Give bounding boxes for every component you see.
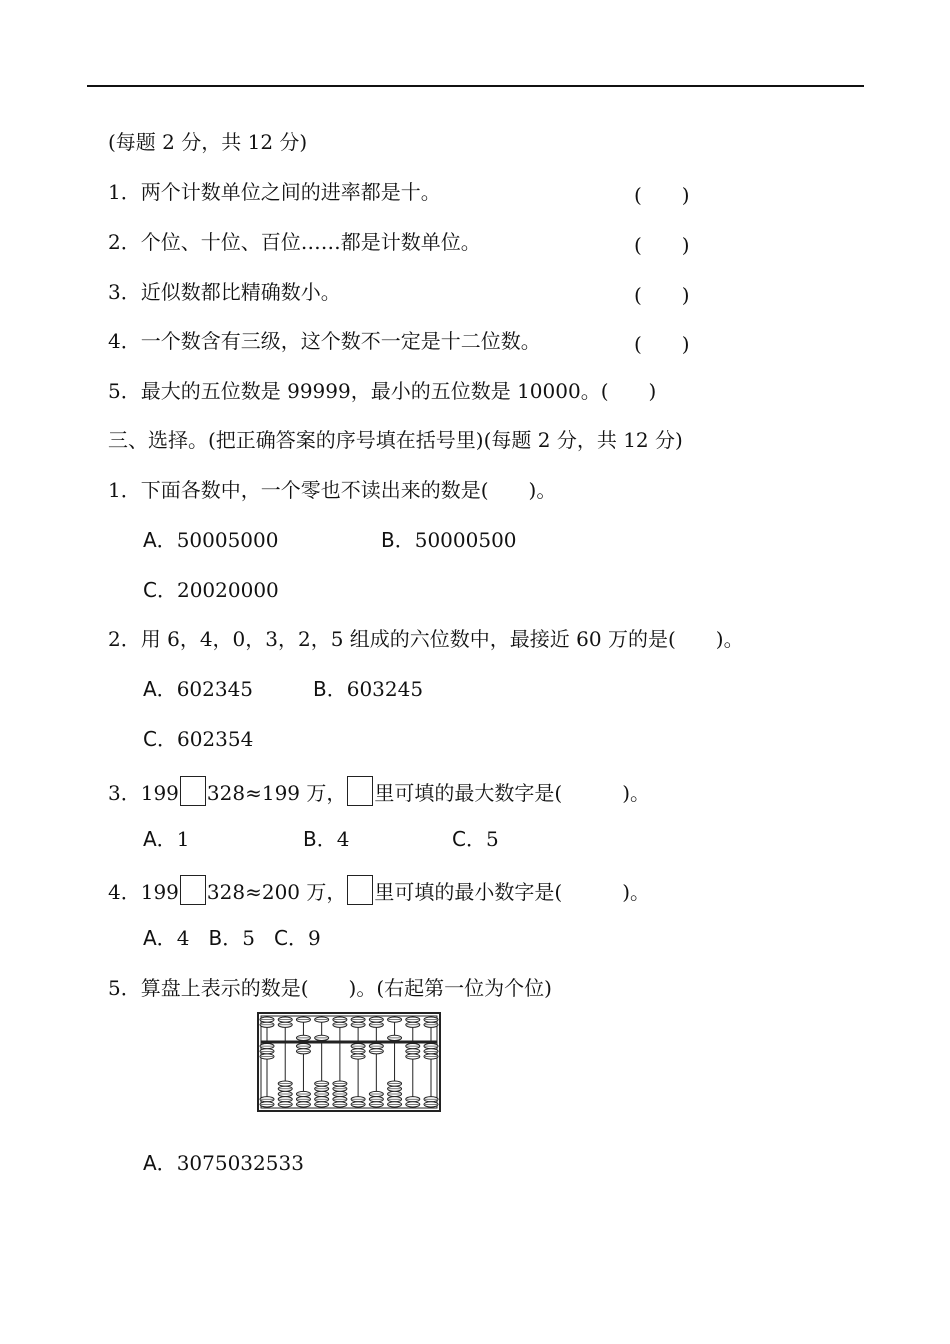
option-value: 3075032533 — [176, 1151, 304, 1175]
judge-item-number: 4． — [108, 329, 141, 353]
question-text-post: 328≈200 万， — [206, 880, 347, 904]
option-value: 20020000 — [176, 578, 279, 602]
option-a[interactable] — [143, 676, 253, 702]
question-number: 1． — [108, 478, 141, 502]
question-3 — [108, 776, 650, 806]
option-label: A． — [143, 677, 177, 701]
option-c[interactable] — [143, 726, 253, 752]
answer-blank[interactable]: ( ) — [600, 379, 657, 403]
option-label: C． — [274, 926, 309, 950]
judge-item-number: 3． — [108, 280, 141, 304]
question-2 — [108, 626, 744, 652]
question-text-pre: 199 — [140, 880, 179, 904]
option-value: 4 — [336, 827, 350, 851]
judge-item-number: 2． — [108, 230, 141, 254]
answer-box[interactable] — [180, 875, 206, 905]
option-c[interactable] — [452, 826, 499, 852]
option-value: 603245 — [346, 677, 424, 701]
answer-blank[interactable]: ( ) — [634, 283, 690, 307]
option-value: 4 — [176, 926, 190, 950]
option-value: 5 — [485, 827, 499, 851]
question-5 — [108, 975, 552, 1001]
option-label: C． — [143, 727, 177, 751]
judge-item-text: 一个数含有三级，这个数不一定是十二位数。 — [140, 329, 541, 353]
option-a[interactable] — [143, 1150, 304, 1176]
option-a[interactable] — [143, 926, 189, 950]
box-symbol — [347, 875, 373, 905]
answer-box[interactable] — [180, 776, 206, 806]
judge-item-3 — [108, 279, 341, 305]
option-a[interactable] — [143, 826, 189, 852]
question-text: 用 6，4，0，3，2，5 组成的六位数中，最接近 60 万的是( )。 — [140, 627, 744, 651]
judge-item-text: 两个计数单位之间的进率都是十。 — [140, 180, 441, 204]
answer-blank[interactable]: ( ) — [634, 233, 690, 257]
section-header: (每题 2 分，共 12 分) — [108, 130, 308, 154]
option-b[interactable] — [381, 527, 517, 553]
answer-blank[interactable]: ( ) — [634, 183, 690, 207]
option-label: B． — [208, 926, 243, 950]
header-rule — [87, 85, 864, 87]
question-4 — [108, 875, 650, 905]
option-label: A． — [143, 926, 177, 950]
options-row — [143, 925, 321, 951]
option-b[interactable] — [303, 826, 349, 852]
question-text-post: 328≈199 万， — [206, 781, 347, 805]
judge-item-number: 5． — [108, 379, 141, 403]
option-label: A． — [143, 827, 177, 851]
option-label: A． — [143, 1151, 177, 1175]
question-1 — [108, 477, 556, 503]
option-value: 602345 — [176, 677, 254, 701]
question-number: 2． — [108, 627, 141, 651]
option-value: 50000500 — [414, 528, 517, 552]
judge-item-5 — [108, 378, 656, 404]
abacus-figure — [257, 1012, 441, 1112]
option-label: B． — [303, 827, 337, 851]
judge-item-text: 最大的五位数是 99999，最小的五位数是 10000。 — [140, 379, 601, 403]
question-number: 4． — [108, 880, 141, 904]
judge-item-text: 个位、十位、百位……都是计数单位。 — [140, 230, 481, 254]
judge-item-text: 近似数都比精确数小。 — [140, 280, 341, 304]
judge-item-2 — [108, 229, 481, 255]
option-value: 1 — [176, 827, 190, 851]
section-title: 三、选择。(把正确答案的序号填在括号里)(每题 2 分，共 12 分) — [108, 428, 683, 452]
judge-item-1 — [108, 179, 441, 205]
option-b[interactable] — [313, 676, 423, 702]
option-value: 50005000 — [176, 528, 279, 552]
option-a[interactable] — [143, 527, 278, 553]
option-label: A． — [143, 528, 177, 552]
question-text-tail: 里可填的最大数字是( )。 — [374, 781, 650, 805]
option-label: C． — [143, 578, 177, 602]
question-text: 下面各数中，一个零也不读出来的数是( )。 — [140, 478, 557, 502]
option-value: 9 — [308, 926, 321, 950]
question-number: 5． — [108, 976, 141, 1000]
option-value: 602354 — [176, 727, 254, 751]
option-value: 5 — [242, 926, 255, 950]
option-label: B． — [313, 677, 347, 701]
question-text: 算盘上表示的数是( )。(右起第一位为个位) — [140, 976, 552, 1000]
option-c[interactable] — [274, 926, 321, 950]
question-number: 3． — [108, 781, 141, 805]
option-c[interactable] — [143, 577, 279, 603]
judge-item-4 — [108, 328, 541, 354]
answer-blank[interactable]: ( ) — [634, 332, 690, 356]
option-label: B． — [381, 528, 415, 552]
option-label: C． — [452, 827, 486, 851]
box-symbol — [347, 776, 373, 806]
question-text-pre: 199 — [140, 781, 179, 805]
option-b[interactable] — [209, 926, 255, 950]
question-text-tail: 里可填的最小数字是( )。 — [374, 880, 650, 904]
judge-item-number: 1． — [108, 180, 141, 204]
